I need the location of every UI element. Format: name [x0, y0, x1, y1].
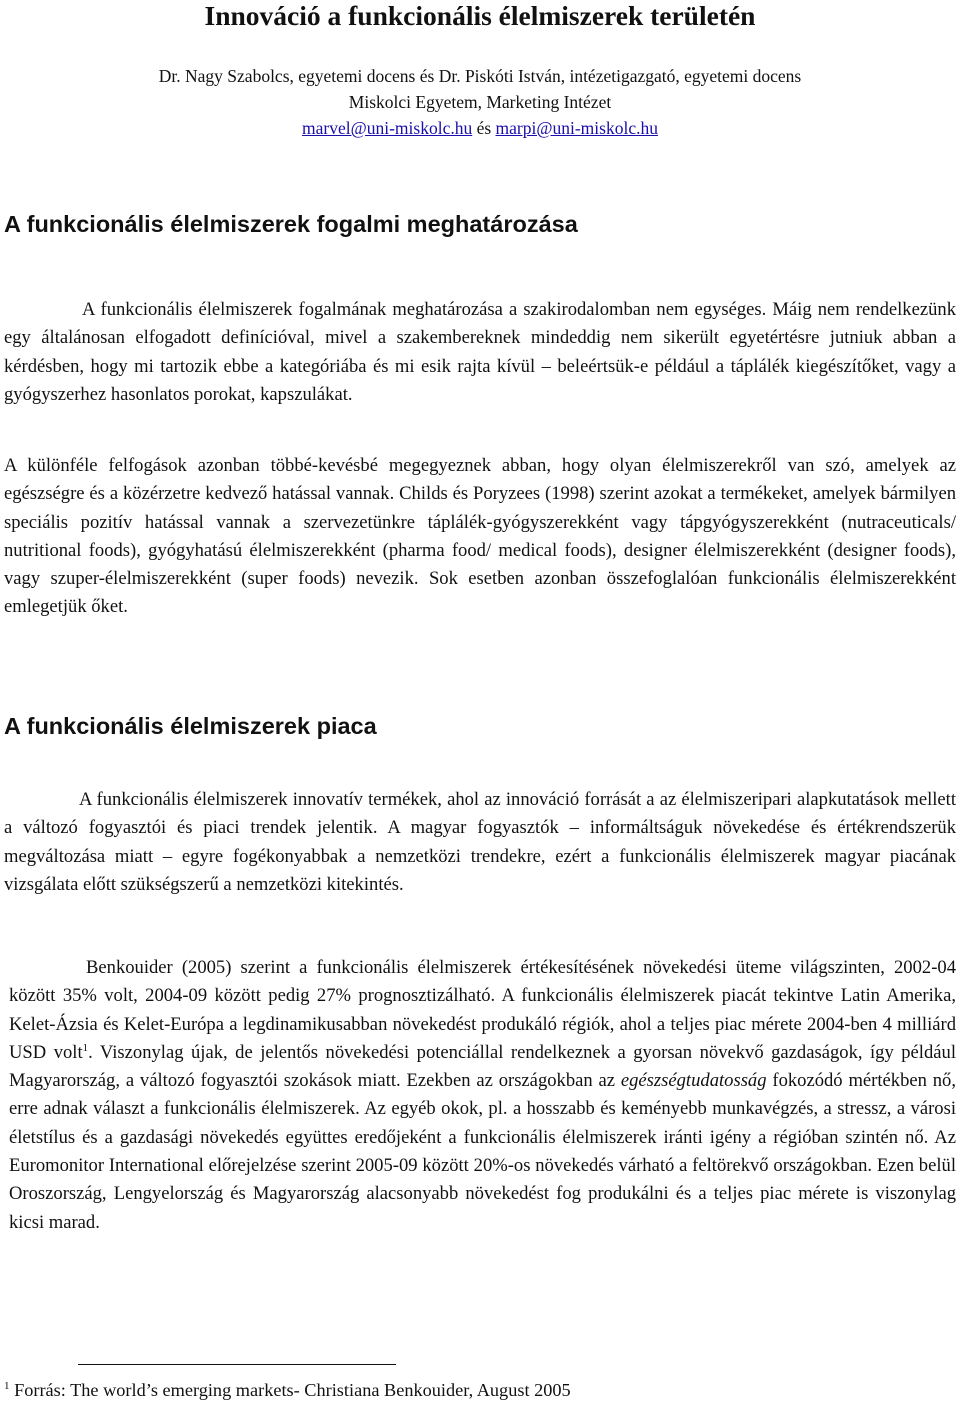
email-connector: és: [476, 118, 492, 138]
authors-line: Dr. Nagy Szabolcs, egyetemi docens és Dr. Piskóti István, intézetigazgató, egyetemi docens: [158, 66, 802, 86]
footnote-reference[interactable]: 1: [82, 1041, 89, 1054]
footnote: [4, 1378, 571, 1402]
email-link-marpi[interactable]: marpi@uni-miskolc.hu: [495, 118, 658, 138]
footnote-marker: 1: [4, 1379, 10, 1392]
paragraph-definition-1: A funkcionális élelmiszerek fogalmának meghatározása a szakirodalomban nem egységes. Máig nem rendelkezünk egy általánosan elfogadott definícióval, mivel a szakembereknek mindeddig nem sikerült egyetértésre jutniuk abban a kérdésben, hogy mi tartozik ebbe a kategóriába és mi esik rajta kívül – beleértsük-e például a táplálék kiegészítőket, vagy a gyógyszerhez hasonlatos porokat, kapszulákat.: [4, 299, 956, 405]
paragraph-market-2-text-a: Benkouider (2005) szerint a funkcionális élelmiszerek értékesítésének növekedési üteme világszinten, 2002-04 között 35% volt, 2004-09 között pedig 27% prognosztizálható. A funkcionális élelmiszerek piacát tekintve Latin Amerika, Kelet-Ázsia és Kelet-Európa a legdinamikusabban növekedést produkáló régiók, ahol a teljes piac mérete 2004-ben 4 milliárd USD volt: [9, 957, 956, 1063]
section-heading-definition: A funkcionális élelmiszerek fogalmi meghatározása: [4, 211, 578, 237]
affiliation-line: Miskolci Egyetem, Marketing Intézet: [348, 92, 612, 112]
paragraph-market-2-text-c: fokozódó mértékben nő, erre adnak választ a funkcionális élelmiszerek. Az egyéb okok, pl. a hosszabb és keményebb munkavégzés, a stressz, a városi életstílus és a gazdasági növekedés együttes eredőjeként a funkcionális élelmiszerek iránti igény a régióban szintén nő. Az Euromonitor International előrejelzése szerint 2005-09 között 20%-os növekedés várható a feltörekvő országokban. Ezen belül Oroszország, Lengyelország és Magyarország alacsonyabb növekedést fog produkálni és a teljes piac mérete is viszonylag kicsi marad.: [9, 1070, 956, 1233]
section-heading-market: A funkcionális élelmiszerek piaca: [4, 713, 377, 739]
paragraph-market-2-text-b: . Viszonylag újak, de jelentős növekedési potenciállal rendelkeznek a gyorsan növekvő gazdaságok, így például Magyarország, a változó fogyasztói szokások miatt. Ezekben az országokban az: [9, 1041, 956, 1092]
paragraph-market-2: [9, 954, 956, 1237]
paragraph-market-1: A funkcionális élelmiszerek innovatív termékek, ahol az innováció forrását a az élelmiszeripari alapkutatások mellett a változó fogyasztói és piaci trendek jelentik. A magyar fogyasztók – informáltságuk növekedése és értékrendszerük megváltozása miatt – egyre fogékonyabbak a nemzetközi trendekre, ezért a funkcionális élelmiszerek magyar piacának vizsgálata előtt szükségszerű a nemzetközi kitekintés.: [4, 789, 956, 895]
email-line: [0, 115, 960, 141]
paper-title: Innováció a funkcionális élelmiszerek területén: [204, 0, 756, 31]
email-link-marvel[interactable]: marvel@uni-miskolc.hu: [302, 118, 473, 138]
footnote-text: Forrás: The world’s emerging markets- Christiana Benkouider, August 2005: [9, 1380, 571, 1400]
paragraph-definition-2: A különféle felfogások azonban többé-kevésbé megegyeznek abban, hogy olyan élelmiszerekről van szó, amelyek az egészségre és a közérzetre kedvező hatással vannak. Childs és Poryzees (1998) szerint azokat a termékeket, amelyek bármilyen speciális pozitív hatással vannak a szervezetünkre táplálék-gyógyszerekként vagy tápgyógyszerekként (nutraceuticals/ nutritional foods), gyógyhatású élelmiszerekként (pharma food/ medical foods), designer élelmiszerekként (designer foods), vagy szuper-élelmiszerekként (super foods) nevezik. Sok esetben azonban összefoglalóan funkcionális élelmiszerekként emlegetjük őket.: [4, 455, 956, 618]
footnote-separator: [78, 1364, 396, 1365]
emphasis-health-awareness: egészségtudatosság: [620, 1070, 767, 1092]
